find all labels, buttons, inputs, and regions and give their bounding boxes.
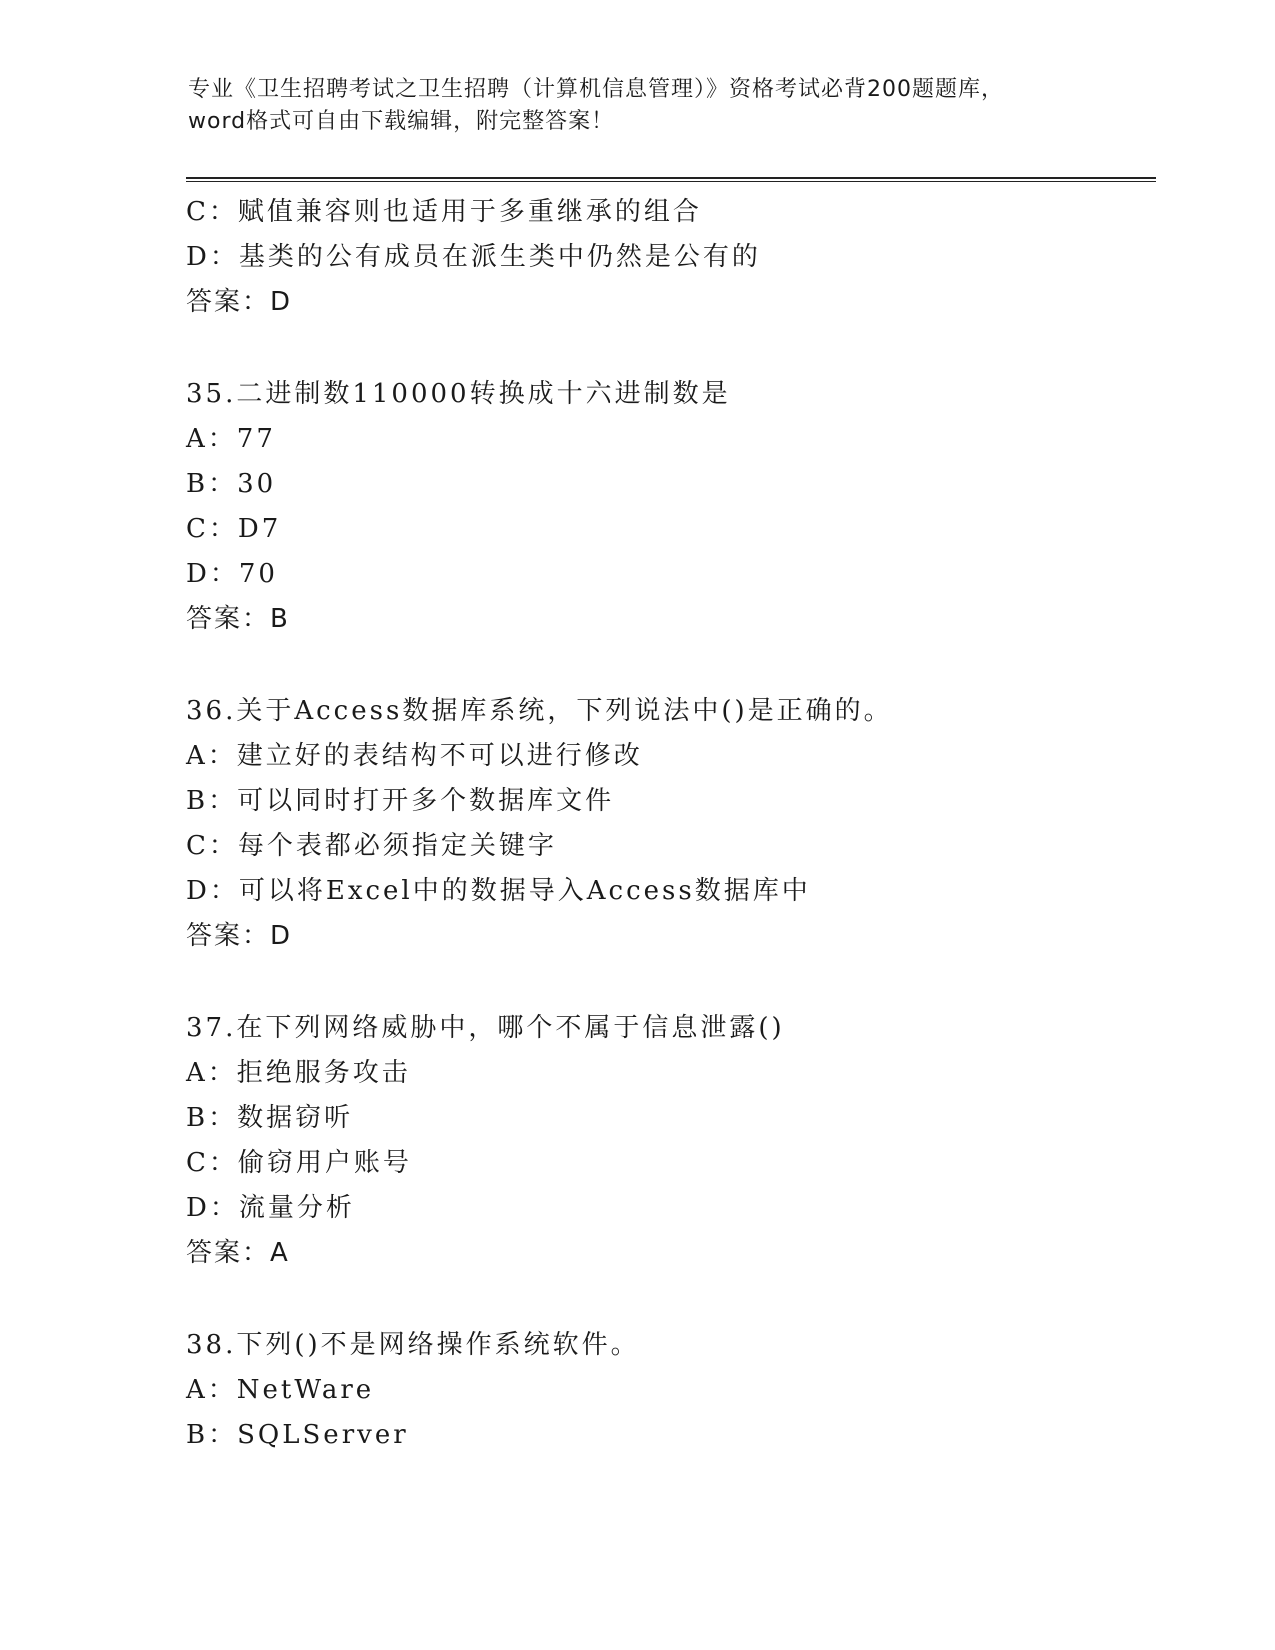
answer-line: 答案：D (186, 921, 293, 951)
answer-line: 答案：D (186, 287, 293, 317)
spacer (186, 325, 1146, 372)
spacer (186, 1276, 1146, 1323)
option-a: A：拒绝服务攻击 (186, 1058, 411, 1088)
spacer (186, 959, 1146, 1006)
question-list (186, 190, 1146, 1458)
option-a: A：NetWare (186, 1375, 375, 1405)
option-c: C：每个表都必须指定关键字 (186, 831, 557, 861)
answer-line: 答案：A (186, 1238, 290, 1268)
option-d: D：70 (186, 559, 278, 589)
spacer (186, 642, 1146, 689)
answer-line: 答案：B (186, 604, 290, 634)
option-d: D：流量分析 (186, 1193, 355, 1223)
header-divider (186, 177, 1156, 182)
option-c: C：偷窃用户账号 (186, 1148, 412, 1178)
option-d: D：基类的公有成员在派生类中仍然是公有的 (186, 242, 761, 272)
question-38 (186, 1323, 1146, 1458)
option-a: A：建立好的表结构不可以进行修改 (186, 741, 643, 771)
question-text: 35.二进制数110000转换成十六进制数是 (186, 379, 731, 409)
option-d: D：可以将Excel中的数据导入Access数据库中 (186, 876, 811, 906)
option-c: C：赋值兼容则也适用于多重继承的组合 (186, 197, 702, 227)
option-b: B：可以同时打开多个数据库文件 (186, 786, 615, 816)
option-b: B：数据窃听 (186, 1103, 354, 1133)
option-c: C：D7 (186, 514, 282, 544)
option-b: B：30 (186, 469, 277, 499)
document-header (188, 74, 1088, 138)
question-text: 36.关于Access数据库系统，下列说法中()是正确的。 (186, 696, 893, 726)
option-a: A：77 (186, 424, 276, 454)
header-line-1: 专业《卫生招聘考试之卫生招聘（计算机信息管理）》资格考试必背200题题库， (188, 77, 1004, 102)
question-35 (186, 372, 1146, 642)
question-37 (186, 1006, 1146, 1276)
option-b: B：SQLServer (186, 1420, 409, 1450)
question-text: 37.在下列网络威胁中，哪个不属于信息泄露() (186, 1013, 785, 1043)
header-line-2: word格式可自由下载编辑，附完整答案！ (188, 109, 615, 134)
question-text: 38.下列()不是网络操作系统软件。 (186, 1330, 640, 1360)
question-fragment (186, 190, 1146, 325)
question-36 (186, 689, 1146, 959)
